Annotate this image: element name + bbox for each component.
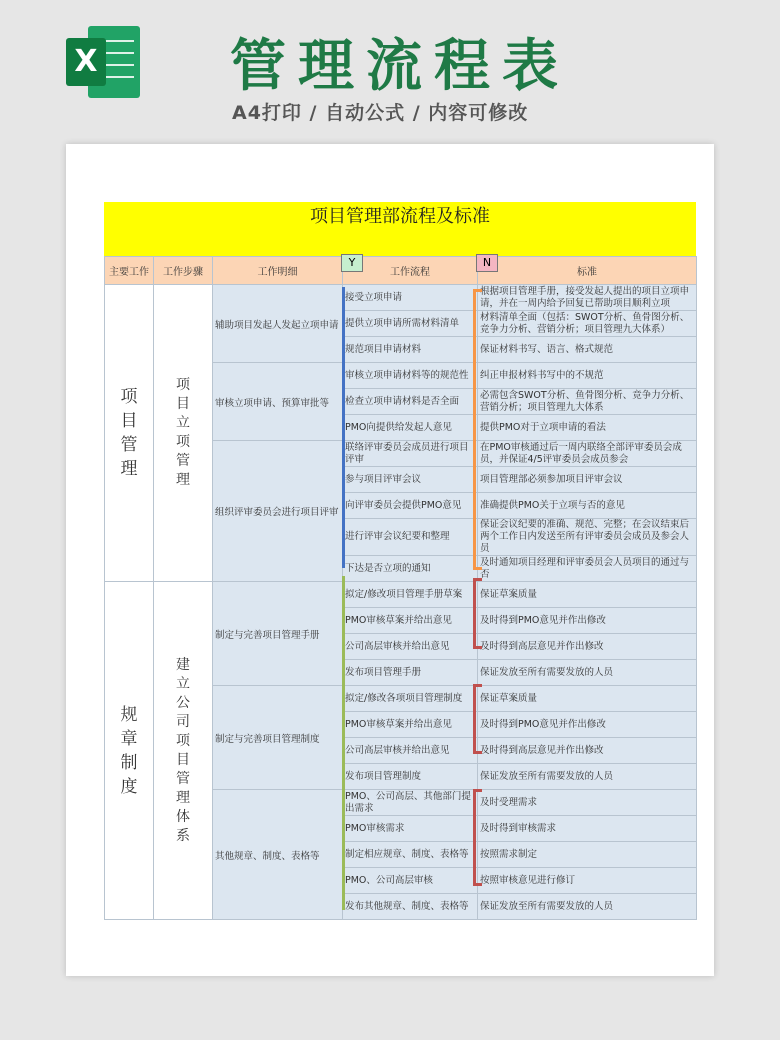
- work-detail-cell: 组织评审委员会进行项目评审: [213, 441, 343, 582]
- excel-icon: [66, 26, 140, 98]
- spreadsheet: [104, 202, 696, 920]
- column-header: 标准: [478, 257, 697, 285]
- standard-cell: 根据项目管理手册，接受发起人提出的项目立项申请，并在一周内给予回复已帮助项目顺利立项: [478, 285, 697, 311]
- work-step-cell: [154, 285, 213, 582]
- standard-cell: 及时得到高层意见并作出修改: [478, 634, 697, 660]
- flow-cell: 进行评审会议纪要和整理: [343, 519, 478, 556]
- standard-cell: 保证发放至所有需要发放的人员: [478, 894, 697, 920]
- main-work-label: 项目管理: [120, 387, 138, 479]
- flow-cell: 发布其他规章、制度、表格等: [343, 894, 478, 920]
- standard-cell: 按照审核意见进行修订: [478, 868, 697, 894]
- table-row: [105, 285, 697, 311]
- flow-cell: 审核立项申请材料等的规范性: [343, 363, 478, 389]
- column-header: 工作步骤: [154, 257, 213, 285]
- flow-cell: 检查立项申请材料是否全面: [343, 389, 478, 415]
- main-work-label: 规章制度: [120, 704, 138, 797]
- flow-connector: [342, 287, 345, 568]
- standard-cell: 及时得到PMO意见并作出修改: [478, 712, 697, 738]
- standard-cell: 及时受理需求: [478, 790, 697, 816]
- flow-cell: 发布项目管理制度: [343, 764, 478, 790]
- work-detail-cell: 审核立项申请、预算审批等: [213, 363, 343, 441]
- sheet-title: 项目管理部流程及标准: [104, 202, 696, 256]
- standard-cell: 保证发放至所有需要发放的人员: [478, 764, 697, 790]
- flow-cell: PMO向提供给发起人意见: [343, 415, 478, 441]
- bracket-connector: [473, 578, 482, 649]
- standard-cell: 保证会议纪要的准确、规范、完整；在会议结束后两个工作日内发送至所有评审委员会成员及参会人员: [478, 519, 697, 556]
- standard-cell: 及时得到审核需求: [478, 816, 697, 842]
- standard-cell: 必需包含SWOT分析、鱼骨图分析、竞争力分析、营销分析；项目管理九大体系: [478, 389, 697, 415]
- table-row: [105, 582, 697, 608]
- work-step-cell: [154, 582, 213, 920]
- standard-cell: 及时通知项目经理和评审委员会人员项目的通过与否: [478, 556, 697, 582]
- main-work-cell: [105, 285, 154, 582]
- flow-cell: 下达是否立项的通知: [343, 556, 478, 582]
- standard-cell: 保证草案质量: [478, 686, 697, 712]
- flow-cell: PMO审核需求: [343, 816, 478, 842]
- header: [0, 0, 780, 140]
- flow-cell: 接受立项申请: [343, 285, 478, 311]
- standard-cell: 按照需求制定: [478, 842, 697, 868]
- standard-cell: 保证草案质量: [478, 582, 697, 608]
- yes-mark: Y: [341, 254, 363, 272]
- standard-cell: 及时得到PMO意见并作出修改: [478, 608, 697, 634]
- flow-cell: 拟定/修改项目管理手册草案: [343, 582, 478, 608]
- flow-cell: 拟定/修改各项项目管理制度: [343, 686, 478, 712]
- flow-cell: 公司高层审核并给出意见: [343, 634, 478, 660]
- column-header: 主要工作: [105, 257, 154, 285]
- header-row: [105, 257, 697, 285]
- page-title: 管理流程表: [230, 34, 570, 99]
- bracket-connector: [473, 789, 482, 886]
- standard-cell: 准确提供PMO关于立项与否的意见: [478, 493, 697, 519]
- main-work-cell: [105, 582, 154, 920]
- flow-cell: 提供立项申请所需材料清单: [343, 311, 478, 337]
- work-detail-cell: 辅助项目发起人发起立项申请: [213, 285, 343, 363]
- flow-cell: 向评审委员会提供PMO意见: [343, 493, 478, 519]
- flow-cell: 发布项目管理手册: [343, 660, 478, 686]
- work-detail-cell: 其他规章、制度、表格等: [213, 790, 343, 920]
- column-header: 工作明细: [213, 257, 343, 285]
- work-detail-cell: 制定与完善项目管理手册: [213, 582, 343, 686]
- flow-cell: 制定相应规章、制度、表格等: [343, 842, 478, 868]
- standard-cell: 在PMO审核通过后一周内联络全部评审委员会成员，并保证4/5评审委员会成员参会: [478, 441, 697, 467]
- flow-cell: 规范项目申请材料: [343, 337, 478, 363]
- standard-cell: 材料清单全面（包括：SWOT分析、鱼骨图分析、竞争力分析、营销分析；项目管理九大体系）: [478, 311, 697, 337]
- flow-cell: PMO、公司高层审核: [343, 868, 478, 894]
- standard-cell: 保证材料书写、语言、格式规范: [478, 337, 697, 363]
- flow-cell: 联络评审委员会成员进行项目评审: [343, 441, 478, 467]
- standard-cell: 提供PMO对于立项申请的看法: [478, 415, 697, 441]
- flow-cell: PMO审核草案并给出意见: [343, 608, 478, 634]
- standard-cell: 及时得到高层意见并作出修改: [478, 738, 697, 764]
- bracket-connector: [473, 684, 482, 755]
- no-mark: N: [476, 254, 498, 272]
- flow-cell: 公司高层审核并给出意见: [343, 738, 478, 764]
- flow-cell: PMO审核草案并给出意见: [343, 712, 478, 738]
- standard-cell: 保证发放至所有需要发放的人员: [478, 660, 697, 686]
- column-header: 工作流程: [343, 257, 478, 285]
- standard-cell: 项目管理部必须参加项目评审会议: [478, 467, 697, 493]
- bracket-connector: [473, 289, 482, 570]
- excel-icon-letter: X: [66, 38, 106, 86]
- flow-cell: PMO、公司高层、其他部门提出需求: [343, 790, 478, 816]
- page-subtitle: A4打印 / 自动公式 / 内容可修改: [232, 102, 529, 124]
- flow-connector: [342, 576, 345, 910]
- work-step-label: 建立公司项目管理体系: [176, 656, 190, 844]
- work-step-label: 项目立项管理: [176, 377, 190, 488]
- process-table: [104, 256, 697, 920]
- flow-cell: 参与项目评审会议: [343, 467, 478, 493]
- standard-cell: 纠正申报材料书写中的不规范: [478, 363, 697, 389]
- work-detail-cell: 制定与完善项目管理制度: [213, 686, 343, 790]
